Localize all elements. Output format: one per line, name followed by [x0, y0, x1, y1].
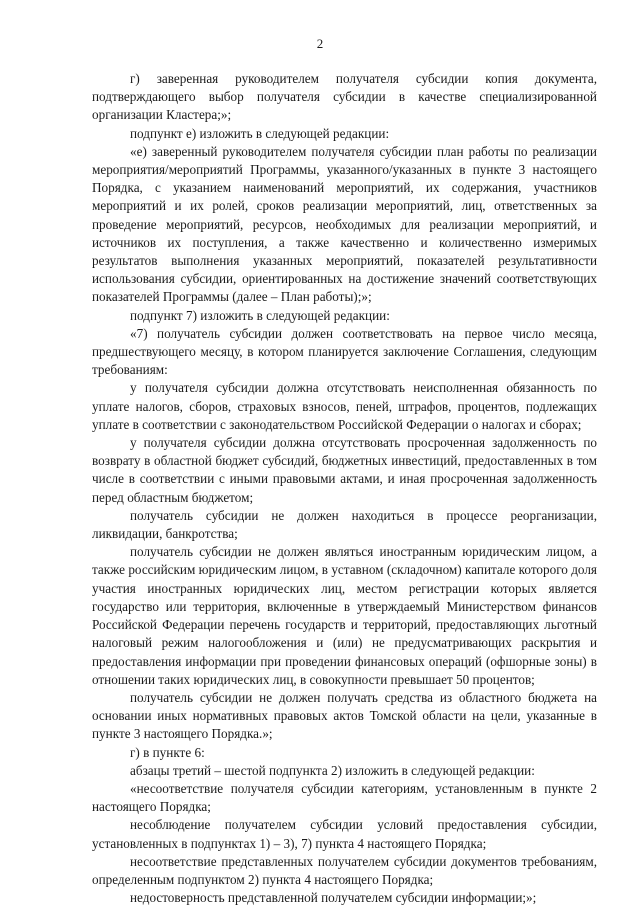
paragraph: несоблюдение получателем субсидии условий предоставления субсидии, установленных в подпунктах 1) – 3), 7) пункта 4 настоящего Порядка; [92, 817, 597, 851]
paragraph: «е) заверенный руководителем получателя субсидии план работы по реализации мероприятия/мероприятий Программы, указанного/указанных в пункте 3 настоящего Порядка, с указанием наименований мероприятий, их содержания, участников мероприятий и их ролей, сроков реализации мероприятий, лиц, ответственных за проведение мероприятий, ресурсов, необходимых для реализации мероприятий, и источников их поступления, а также качественно и количественно измеримых результатов выполнения указанных мероприятий, показателей результативности использования субсидии, ориентированных на достижение значений соответствующих показателей Программы (далее – План работы);»; [92, 143, 597, 305]
page-number: 2 [316, 36, 324, 51]
paragraph: «7) получатель субсидии должен соответствовать на первое число месяца, предшествующего месяцу, в котором планируется заключение Соглашения, следующим требованиям: [92, 325, 597, 378]
paragraph: несоответствие представленных получателем субсидии документов требованиям, определенным подпунктом 2) пункта 4 настоящего Порядка; [92, 853, 597, 887]
paragraph: получатель субсидии не должен находиться в процессе реорганизации, ликвидации, банкротства; [92, 507, 597, 542]
paragraph: г) заверенная руководителем получателя субсидии копия документа, подтверждающего выбор получателя субсидии в качестве специализированной организации Кластера;»; [92, 71, 597, 123]
paragraph: г) в пункте 6: [130, 744, 205, 760]
paragraph: получатель субсидии не должен получать средства из областного бюджета на основании иных нормативных правовых актов Томской области на цели, указанные в пункте 3 настоящего Порядка.»; [92, 689, 597, 742]
paragraph: абзацы третий – шестой подпункта 2) изложить в следующей редакции: [130, 762, 535, 778]
paragraph: недостоверность представленной получателем субсидии информации;»; [130, 890, 537, 906]
paragraph: подпункт 7) изложить в следующей редакции: [130, 307, 390, 323]
document-body [92, 70, 597, 907]
paragraph: подпункт е) изложить в следующей редакции: [130, 125, 390, 141]
paragraph: у получателя субсидии должна отсутствовать неисполненная обязанность по уплате налогов, сборов, страховых взносов, пеней, штрафов, процентов, подлежащих уплате в соответствии с законодательством Российской Федерации о налогах и сборах; [92, 380, 597, 432]
paragraph: у получателя субсидии должна отсутствовать просроченная задолженность по возврату в областной бюджет субсидий, бюджетных инвестиций, предоставленных в том числе в соответствии с иными правовыми актами, и иная просроченная задолженность перед областным бюджетом; [92, 435, 597, 505]
paragraph: «несоответствие получателя субсидии категориям, установленным в пункте 2 настоящего Порядка; [92, 780, 597, 815]
paragraph: получатель субсидии не должен являться иностранным юридическим лицом, а также российским юридическим лицом, в уставном (складочном) капитале которого доля участия иностранных юридических лиц, местом регистрации которых является государство или территория, включенные в утверждаемый Министерством финансов Российской Федерации перечень государств и территорий, предоставляющих льготный налоговый режим налогообложения и (или) не предусматривающих раскрытия и предоставления информации при проведении финансовых операций (офшорные зоны) в отношении таких юридических лиц, в совокупности превышает 50 процентов; [92, 544, 597, 687]
